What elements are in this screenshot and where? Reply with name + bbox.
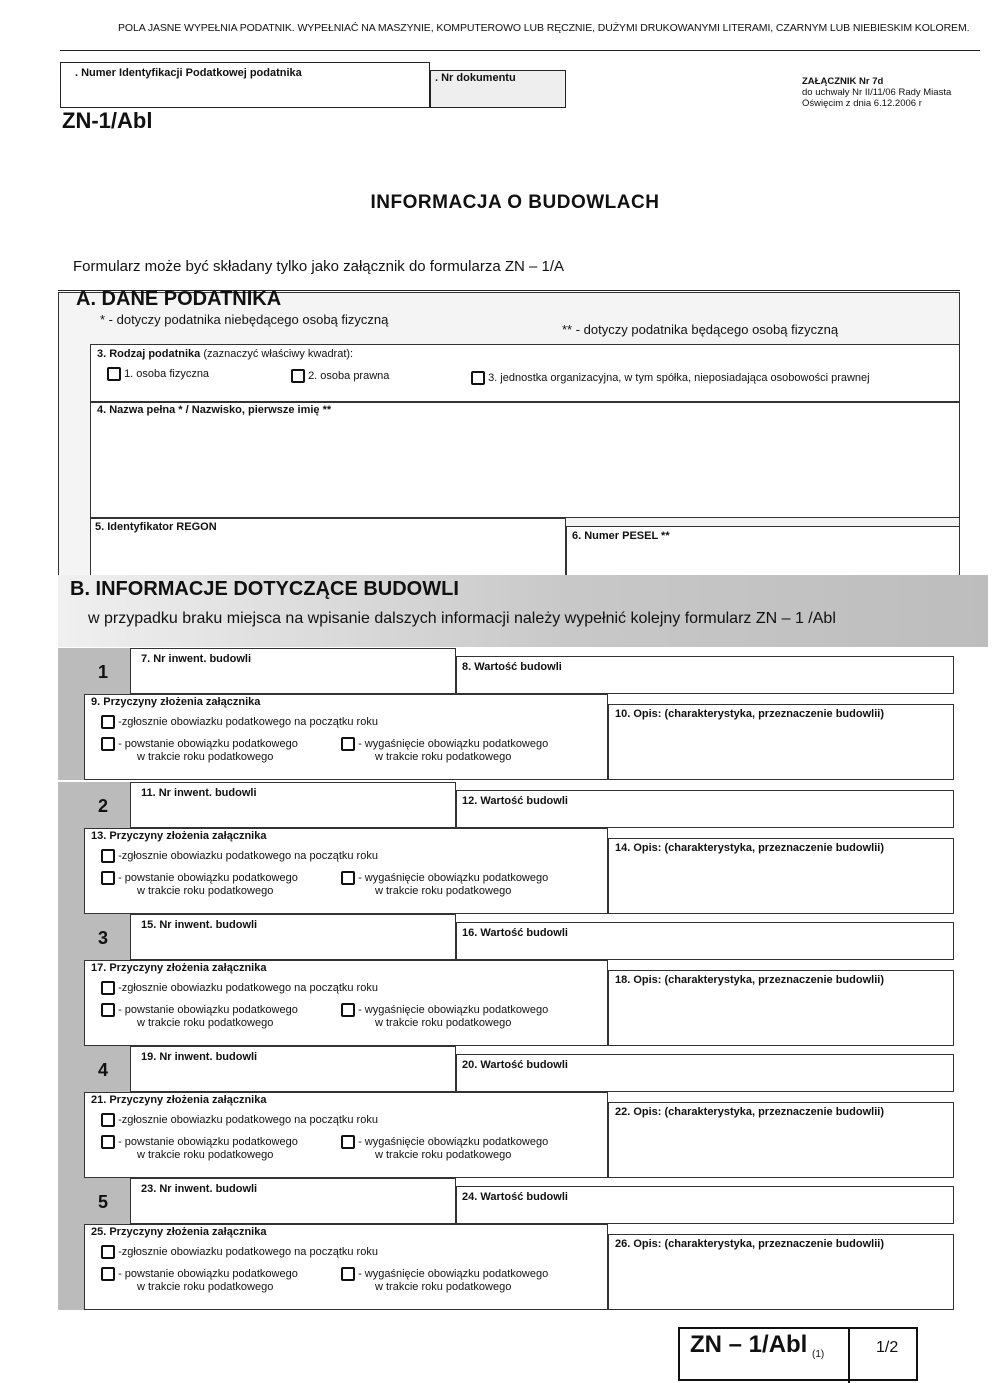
footer-code-box	[678, 1327, 918, 1381]
option-obligation-arises[interactable]: - powstanie obowiązku podatkowego w trakcie roku podatkowego	[101, 737, 298, 763]
reason-label: 13. Przyczyny złożenia załącznika	[91, 830, 267, 842]
reason-field	[84, 1224, 608, 1310]
building-value-label: 8. Wartość budowli	[462, 661, 562, 673]
inventory-number-field[interactable]	[130, 782, 456, 828]
reason-field	[84, 694, 608, 780]
option-natural-person[interactable]: 1. osoba fizyczna	[107, 367, 209, 381]
section-a-title: A. DANE PODATNIKA	[76, 288, 282, 310]
checkbox-icon[interactable]	[101, 1267, 115, 1281]
inventory-number-label: 7. Nr inwent. budowli	[141, 653, 251, 665]
option-legal-person[interactable]: 2. osoba prawna	[291, 369, 389, 383]
checkbox-icon[interactable]	[341, 1003, 355, 1017]
inventory-number-field[interactable]	[130, 914, 456, 960]
checkbox-icon[interactable]	[101, 715, 115, 729]
page-title: INFORMACJA O BUDOWLACH	[370, 192, 660, 213]
checkbox-icon[interactable]	[101, 1113, 115, 1127]
checkbox-icon[interactable]	[101, 1245, 115, 1259]
option-obligation-arises[interactable]: - powstanie obowiązku podatkowego w trakcie roku podatkowego	[101, 1135, 298, 1161]
reason-field	[84, 828, 608, 914]
description-label: 26. Opis: (charakterystyka, przeznaczenie budowlii)	[615, 1238, 884, 1250]
inventory-number-field[interactable]	[130, 648, 456, 694]
reason-label: 17. Przyczyny złożenia załącznika	[91, 962, 267, 974]
regon-label: 5. Identyfikator REGON	[95, 521, 217, 533]
reason-label: 21. Przyczyny złożenia załącznika	[91, 1094, 267, 1106]
option-obligation-arises[interactable]: - powstanie obowiązku podatkowego w trakcie roku podatkowego	[101, 1267, 298, 1293]
header-divider	[60, 50, 980, 51]
checkbox-icon[interactable]	[101, 849, 115, 863]
building-value-label: 12. Wartość budowli	[462, 795, 568, 807]
option-obligation-expires[interactable]: - wygaśnięcie obowiązku podatkowego w trakcie roku podatkowego	[341, 871, 548, 897]
description-field[interactable]	[608, 838, 954, 914]
section-a-note-legal: * - dotyczy podatnika niebędącego osobą fizyczną	[100, 312, 389, 327]
header-instruction: POLA JASNE WYPEŁNIA PODATNIK. WYPEŁNIAĆ NA MASZYNIE, KOMPUTEROWO LUB RĘCZNIE, DUŻYMI DRUKOWANYMI LITERAMI, CZARNYM LUB NIEBIESKIM KOLOREM.	[118, 22, 970, 34]
building-value-label: 20. Wartość budowli	[462, 1059, 568, 1071]
building-value-field[interactable]	[456, 656, 954, 694]
pesel-label: 6. Numer PESEL **	[572, 530, 670, 542]
description-label: 10. Opis: (charakterystyka, przeznaczenie budowlii)	[615, 708, 884, 720]
description-field[interactable]	[608, 1234, 954, 1310]
checkbox-icon[interactable]	[101, 1135, 115, 1149]
option-obligation-expires[interactable]: - wygaśnięcie obowiązku podatkowego w trakcie roku podatkowego	[341, 737, 548, 763]
entry-number: 4	[98, 1060, 109, 1080]
entry-number: 3	[98, 928, 109, 948]
inventory-number-label: 11. Nr inwent. budowli	[141, 787, 257, 799]
reason-label: 9. Przyczyny złożenia załącznika	[91, 696, 261, 708]
attachment-info	[802, 76, 951, 109]
attachment-line2: Oświęcim z dnia 6.12.2006 r	[802, 98, 922, 109]
building-value-field[interactable]	[456, 922, 954, 960]
section-b-subtitle: w przypadku braku miejsca na wpisanie dalszych informacji należy wypełnić kolejny formularz ZN – 1 /Abl	[88, 610, 836, 627]
form-code: ZN-1/Abl	[62, 108, 153, 133]
checkbox-icon[interactable]	[101, 871, 115, 885]
checkbox-icon[interactable]	[341, 871, 355, 885]
option-obligation-arises[interactable]: - powstanie obowiązku podatkowego w trakcie roku podatkowego	[101, 871, 298, 897]
checkbox-icon[interactable]	[471, 371, 485, 385]
footer-form-code: ZN – 1/Abl	[690, 1331, 808, 1358]
description-field[interactable]	[608, 704, 954, 780]
reason-field	[84, 1092, 608, 1178]
full-name-label: 4. Nazwa pełna * / Nazwisko, pierwsze imię **	[97, 404, 332, 416]
building-value-field[interactable]	[456, 1186, 954, 1224]
option-organization[interactable]: 3. jednostka organizacyjna, w tym spółka, nieposiadająca osobowości prawnej	[471, 371, 870, 385]
footer-version: (1)	[812, 1349, 825, 1360]
inventory-number-field[interactable]	[130, 1046, 456, 1092]
description-field[interactable]	[608, 970, 954, 1046]
checkbox-icon[interactable]	[101, 981, 115, 995]
footer-divider	[848, 1329, 850, 1383]
option-obligation-arises[interactable]: - powstanie obowiązku podatkowego w trakcie roku podatkowego	[101, 1003, 298, 1029]
page-subtitle: Formularz może być składany tylko jako załącznik do formularza ZN – 1/A	[73, 258, 565, 275]
checkbox-icon[interactable]	[107, 367, 121, 381]
entry-number: 2	[98, 796, 109, 816]
footer-page: 1/2	[876, 1339, 899, 1356]
attachment-title: ZAŁĄCZNIK Nr 7d	[802, 76, 884, 87]
entry-number: 1	[98, 662, 109, 682]
taxpayer-type-label: 3. Rodzaj podatnika (zaznaczyć właściwy kwadrat):	[97, 348, 354, 360]
option-start-of-year[interactable]: -zgłosznie obowiazku podatkowego na początku roku	[101, 1245, 378, 1259]
option-start-of-year[interactable]: -zgłosznie obowiazku podatkowego na początku roku	[101, 1113, 378, 1127]
building-value-field[interactable]	[456, 1054, 954, 1092]
pesel-field[interactable]	[566, 526, 960, 578]
option-obligation-expires[interactable]: - wygaśnięcie obowiązku podatkowego w trakcie roku podatkowego	[341, 1267, 548, 1293]
full-name-field[interactable]	[90, 402, 960, 518]
section-b-title: B. INFORMACJE DOTYCZĄCE BUDOWLI	[70, 578, 459, 600]
checkbox-icon[interactable]	[341, 1267, 355, 1281]
option-obligation-expires[interactable]: - wygaśnięcie obowiązku podatkowego w trakcie roku podatkowego	[341, 1003, 548, 1029]
inventory-number-label: 19. Nr inwent. budowli	[141, 1051, 258, 1063]
nip-field[interactable]	[60, 62, 430, 108]
reason-field	[84, 960, 608, 1046]
description-label: 22. Opis: (charakterystyka, przeznaczenie budowlii)	[615, 1106, 884, 1118]
taxpayer-type-field	[90, 344, 960, 402]
description-label: 14. Opis: (charakterystyka, przeznaczenie budowlii)	[615, 842, 884, 854]
entry-number: 5	[98, 1192, 109, 1212]
option-obligation-expires[interactable]: - wygaśnięcie obowiązku podatkowego w trakcie roku podatkowego	[341, 1135, 548, 1161]
nip-label: . Numer Identyfikacji Podatkowej podatnika	[75, 67, 302, 79]
checkbox-icon[interactable]	[341, 1135, 355, 1149]
doc-number-label: . Nr dokumentu	[435, 72, 516, 84]
reason-label: 25. Przyczyny złożenia załącznika	[91, 1226, 267, 1238]
option-start-of-year[interactable]: -zgłosznie obowiazku podatkowego na początku roku	[101, 981, 378, 995]
building-value-label: 24. Wartość budowli	[462, 1191, 568, 1203]
checkbox-icon[interactable]	[101, 737, 115, 751]
checkbox-icon[interactable]	[341, 737, 355, 751]
option-start-of-year[interactable]: -zgłosznie obowiazku podatkowego na początku roku	[101, 849, 378, 863]
description-field[interactable]	[608, 1102, 954, 1178]
checkbox-icon[interactable]	[291, 369, 305, 383]
inventory-number-label: 15. Nr inwent. budowli	[141, 919, 258, 931]
section-a-note-person: ** - dotyczy podatnika będącego osobą fizyczną	[562, 322, 839, 337]
doc-number-field[interactable]	[430, 70, 566, 108]
inventory-number-field[interactable]	[130, 1178, 456, 1224]
option-start-of-year[interactable]: -zgłosznie obowiazku podatkowego na początku roku	[101, 715, 378, 729]
description-label: 18. Opis: (charakterystyka, przeznaczenie budowlii)	[615, 974, 884, 986]
building-value-field[interactable]	[456, 790, 954, 828]
attachment-line1: do uchwały Nr II/11/06 Rady Miasta	[802, 87, 952, 98]
regon-field[interactable]	[90, 518, 566, 578]
building-value-label: 16. Wartość budowli	[462, 927, 568, 939]
checkbox-icon[interactable]	[101, 1003, 115, 1017]
inventory-number-label: 23. Nr inwent. budowli	[141, 1183, 258, 1195]
